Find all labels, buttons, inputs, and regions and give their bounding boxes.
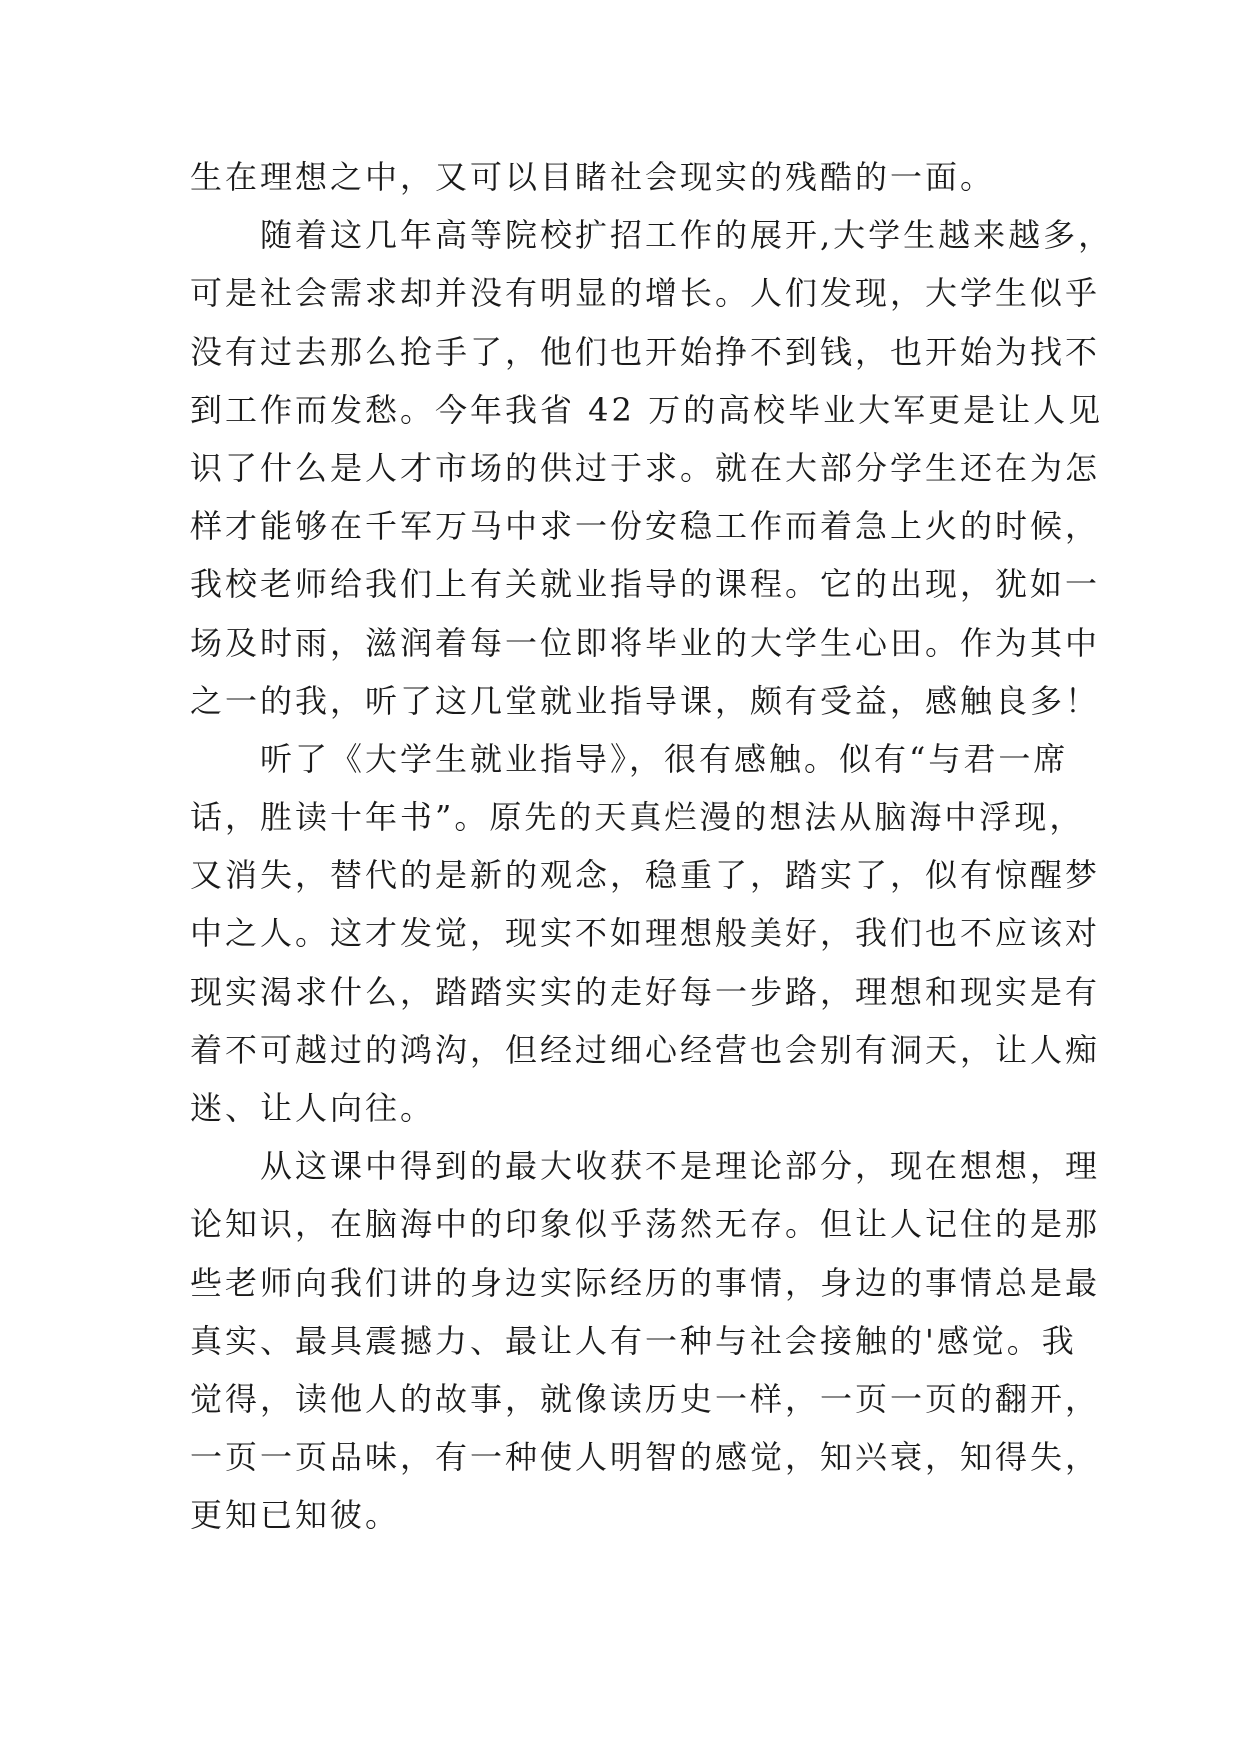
text-line: 又消失，替代的是新的观念，稳重了，踏实了，似有惊醒梦 bbox=[190, 856, 1101, 895]
text-line: 一页一页品味，有一种使人明智的感觉，知兴衰，知得失， bbox=[190, 1438, 1101, 1477]
text-line: 中之人。这才发觉，现实不如理想般美好，我们也不应该对 bbox=[190, 914, 1101, 953]
paragraph-start-line: 随着这几年高等院校扩招工作的展开,大学生越来越多， bbox=[260, 216, 1114, 255]
text-line: 可是社会需求却并没有明显的增长。人们发现，大学生似乎 bbox=[190, 274, 1101, 313]
text-line: 着不可越过的鸿沟，但经过细心经营也会别有洞天，让人痴 bbox=[190, 1030, 1101, 1069]
text-line: 样才能够在千军万马中求一份安稳工作而着急上火的时候， bbox=[190, 507, 1101, 546]
text-line: 我校老师给我们上有关就业指导的课程。它的出现，犹如一 bbox=[190, 565, 1101, 604]
text-line: 生在理想之中，又可以目睹社会现实的残酷的一面。 bbox=[190, 158, 996, 196]
text-line: 论知识，在脑海中的印象似乎荡然无存。但让人记住的是那 bbox=[190, 1205, 1101, 1244]
text-line: 现实渴求什么，踏踏实实的走好每一步路，理想和现实是有 bbox=[190, 972, 1101, 1011]
text-line: 场及时雨，滋润着每一位即将毕业的大学生心田。作为其中 bbox=[190, 623, 1101, 662]
text-line: 更知已知彼。 bbox=[190, 1496, 401, 1535]
text-line: 话，胜读十年书”。原先的天真烂漫的想法从脑海中浮现， bbox=[190, 798, 1085, 837]
text-line: 迷、让人向往。 bbox=[190, 1089, 436, 1127]
document-body bbox=[190, 148, 1114, 1545]
paragraph-start-line: 听了《大学生就业指导》，很有感触。似有“与君一席 bbox=[260, 739, 1069, 778]
paragraph-start-line: 从这课中得到的最大收获不是理论部分，现在想想，理 bbox=[260, 1147, 1101, 1186]
text-line: 到工作而发愁。今年我省 42 万的高校毕业大军更是让人见 bbox=[190, 390, 1104, 429]
text-line: 觉得，读他人的故事，就像读历史一样，一页一页的翻开， bbox=[190, 1379, 1101, 1418]
text-line: 真实、最具震撼力、最让人有一种与社会接触的'感觉。我 bbox=[190, 1321, 1077, 1360]
text-line: 之一的我，听了这几堂就业指导课，颇有受益，感触良多！ bbox=[190, 681, 1101, 720]
text-line: 些老师向我们讲的身边实际经历的事情，身边的事情总是最 bbox=[190, 1263, 1101, 1302]
text-line: 识了什么是人才市场的供过于求。就在大部分学生还在为怎 bbox=[190, 448, 1101, 487]
text-line: 没有过去那么抢手了，他们也开始挣不到钱，也开始为找不 bbox=[190, 332, 1101, 371]
